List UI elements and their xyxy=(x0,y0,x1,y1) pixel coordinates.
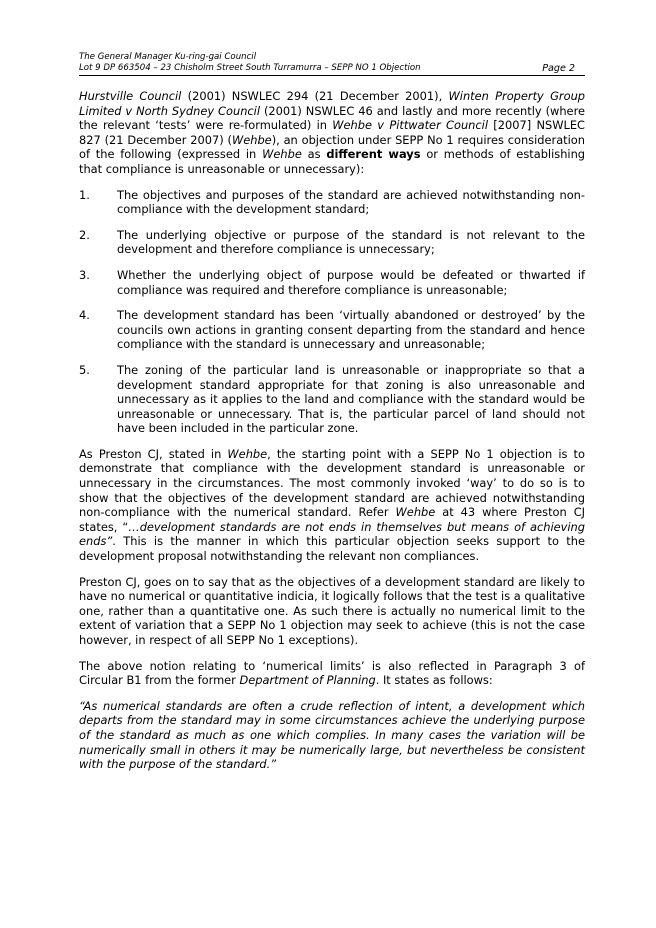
preston-paragraph xyxy=(79,447,585,564)
list-text: The underlying objective or purpose of the standard is not relevant to the development and therefore compliance is unnecessary; xyxy=(117,227,585,257)
list-text: The objectives and purposes of the standard are achieved notwithstanding non-compliance with the development standard; xyxy=(117,187,585,217)
case-name: Wehbe xyxy=(231,132,272,147)
text-run: [2007] NSWLEC 827 (21 December 2007) ( xyxy=(79,118,585,147)
circular-quote: “As numerical standards are often a crude reflection of intent, a development which departs from the standard may in some circumstances achieve the underlying purpose of the standard as much as one which complies. In many cases the variation will be numerically small in others it may be numerically large, but nevertheless be consistent with the purpose of the standard.” xyxy=(79,698,585,772)
text-run: The above notion relating to ‘numerical limits’ is also reflected in Paragraph 3 of Circular B1 from the former xyxy=(79,658,585,688)
header-recipient: The General Manager Ku-ring-gai Council xyxy=(79,52,257,62)
text-run: As Preston CJ, stated in xyxy=(79,446,228,461)
case-name: Wehbe v Pittwater Council xyxy=(332,118,488,133)
document-page xyxy=(79,52,585,783)
circular-paragraph xyxy=(79,659,585,688)
inline-quote: …development standards are not ends in themselves but means of achieving ends” xyxy=(79,519,586,549)
list-number: 2. xyxy=(79,227,90,242)
case-name: Wehbe xyxy=(395,505,436,520)
text-run: as xyxy=(301,147,327,162)
list-item xyxy=(79,188,585,217)
list-number: 5. xyxy=(79,362,90,377)
intro-paragraph xyxy=(79,89,585,177)
text-run: . It states as follows: xyxy=(375,673,493,688)
text-run: , the starting point with a SEPP No 1 objection is to demonstrate that compliance with the development standard is unreasonable or unnecessary in the circumstances. The most commonly invoked ‘way’ to do so is to show that the objectives of the development standard are achieved notwithstanding non-compliance with the numerical standard. Refer xyxy=(79,446,585,520)
numbered-list xyxy=(79,188,585,436)
header-subject-line xyxy=(79,63,585,76)
page-header xyxy=(79,52,585,76)
list-text: The zoning of the particular land is unreasonable or inappropriate so that a development standard appropriate for that zoning is also unreasonable and unnecessary as it applies to the land and compliance with the standard would be unreasonable or unnecessary. That is, the particular parcel of land should not have been included in the particular zone. xyxy=(117,362,585,436)
case-name: Wehbe xyxy=(227,446,268,461)
document-body xyxy=(79,89,585,772)
text-run: (2001) NSWLEC 46 and lastly and more recently (where the relevant ‘tests’ were re-formulated) in xyxy=(79,103,586,133)
list-number: 4. xyxy=(79,308,90,323)
list-text: Whether the underlying object of purpose would be defeated or thwarted if compliance was required and therefore compliance is unreasonable; xyxy=(117,267,585,297)
department-name: Department of Planning xyxy=(239,673,376,688)
page-number: Page 2 xyxy=(542,63,575,74)
list-number: 1. xyxy=(79,187,90,202)
case-name: Hurstville Council xyxy=(79,89,182,103)
list-number: 3. xyxy=(79,267,90,282)
text-run: ), an objection under SEPP No 1 requires consideration of the following (expressed in xyxy=(79,132,585,162)
case-name: Winten Property Group Limited v North Sydney Council xyxy=(79,89,586,118)
header-subject: Lot 9 DP 663504 – 23 Chisholm Street South Turramurra – SEPP NO 1 Objection xyxy=(79,63,421,73)
list-item xyxy=(79,308,585,352)
case-name: Wehbe xyxy=(262,147,302,162)
list-item xyxy=(79,228,585,257)
text-run: or methods of establishing that compliance is unreasonable or unnecessary): xyxy=(79,147,586,176)
text-run: at 43 where Preston CJ states, “ xyxy=(79,505,586,534)
list-item xyxy=(79,268,585,297)
list-item xyxy=(79,363,585,436)
text-run: (2001) NSWLEC 294 (21 December 2001), xyxy=(181,89,449,103)
text-run: . This is the manner in which this particular objection seeks support to the development proposal notwithstanding the relevant non compliances. xyxy=(79,534,585,564)
emphasis: different ways xyxy=(326,147,421,162)
qualitative-test-paragraph: Preston CJ, goes on to say that as the objectives of a development standard are likely to have no numerical or quantitative indicia, it logically follows that the test is a qualitative one, rather than a quantitative one. As such there is actually no numerical limit to the extent of variation that a SEPP No 1 objection may seek to achieve (this is not the case however, in respect of all SEPP No 1 exceptions). xyxy=(79,574,585,647)
list-text: The development standard has been ‘virtually abandoned or destroyed’ by the councils own actions in granting consent departing from the standard and hence compliance with the standard is unnecessary and unreasonable; xyxy=(117,308,585,352)
